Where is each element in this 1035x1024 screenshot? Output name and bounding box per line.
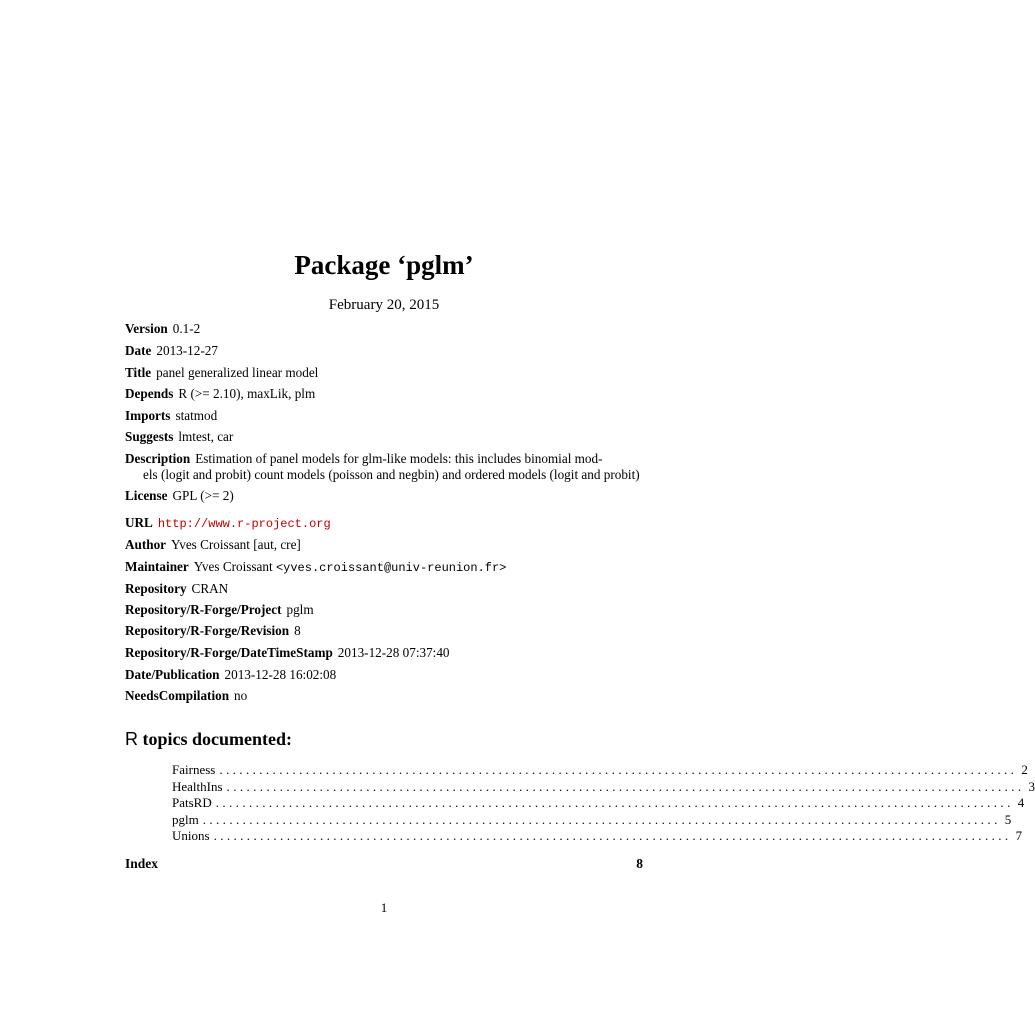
field-date-publication: Date/Publication 2013-12-28 16:02:08 bbox=[125, 667, 337, 682]
field-description: Description Estimation of panel models for glm-like models: this includes binomial mod- bbox=[125, 451, 603, 466]
field-url: URL http://www.r-project.org bbox=[125, 515, 331, 531]
field-rforge-datetimestamp: Repository/R-Forge/DateTimeStamp 2013-12-28 07:37:40 bbox=[125, 645, 450, 660]
field-rforge-revision: Repository/R-Forge/Revision 8 bbox=[125, 623, 301, 638]
field-version: Version 0.1-2 bbox=[125, 321, 201, 336]
toc-item-healthins[interactable]: HealthIns ........................................................................................................................ 3 bbox=[172, 778, 1035, 794]
toc-item-patsrd[interactable]: PatsRD ........................................................................................................................ 4 bbox=[172, 795, 1025, 810]
field-description-continuation: els (logit and probit) count models (poisson and negbin) and ordered models (logit and probit) bbox=[143, 467, 640, 482]
maintainer-email: <yves.croissant@univ-reunion.fr> bbox=[275, 561, 507, 575]
page-date: February 20, 2015 bbox=[328, 297, 440, 313]
field-needscompilation: NeedsCompilation no bbox=[125, 688, 248, 703]
field-license: License GPL (>= 2) bbox=[125, 488, 234, 503]
page-number: 1 bbox=[380, 900, 388, 915]
field-depends: Depends R (>= 2.10), maxLik, plm bbox=[125, 386, 316, 401]
field-rforge-project: Repository/R-Forge/Project pglm bbox=[125, 602, 314, 617]
field-suggests: Suggests lmtest, car bbox=[125, 429, 234, 444]
field-author: Author Yves Croissant [aut, cre] bbox=[125, 537, 301, 552]
url-link[interactable]: http://www.r-project.org bbox=[157, 517, 331, 531]
field-date: Date 2013-12-27 bbox=[125, 343, 218, 358]
toc-leader: ........................................................................................................................ bbox=[215, 795, 1014, 810]
toc-item-index[interactable]: Index 8 bbox=[125, 856, 643, 871]
toc-leader: ........................................................................................................................ bbox=[219, 762, 1018, 777]
table-of-contents bbox=[172, 762, 1035, 845]
page-title: Package ‘pglm’ bbox=[294, 250, 474, 280]
toc-leader: ........................................................................................................................ bbox=[226, 778, 1025, 794]
field-repository: Repository CRAN bbox=[125, 581, 229, 596]
toc-item-pglm[interactable]: pglm ........................................................................................................................ 5 bbox=[172, 811, 1012, 827]
field-imports: Imports statmod bbox=[125, 408, 218, 423]
topics-heading: R topics documented: bbox=[125, 729, 292, 749]
toc-item-unions[interactable]: Unions ........................................................................................................................ 7 bbox=[172, 828, 1023, 843]
field-maintainer: Maintainer Yves Croissant <yves.croissant@univ-reunion.fr> bbox=[125, 559, 507, 575]
toc-leader: ........................................................................................................................ bbox=[213, 828, 1012, 843]
field-title: Title panel generalized linear model bbox=[125, 365, 319, 380]
toc-item-fairness[interactable]: Fairness ........................................................................................................................ 2 bbox=[172, 762, 1028, 777]
toc-leader: ........................................................................................................................ bbox=[202, 811, 1001, 827]
